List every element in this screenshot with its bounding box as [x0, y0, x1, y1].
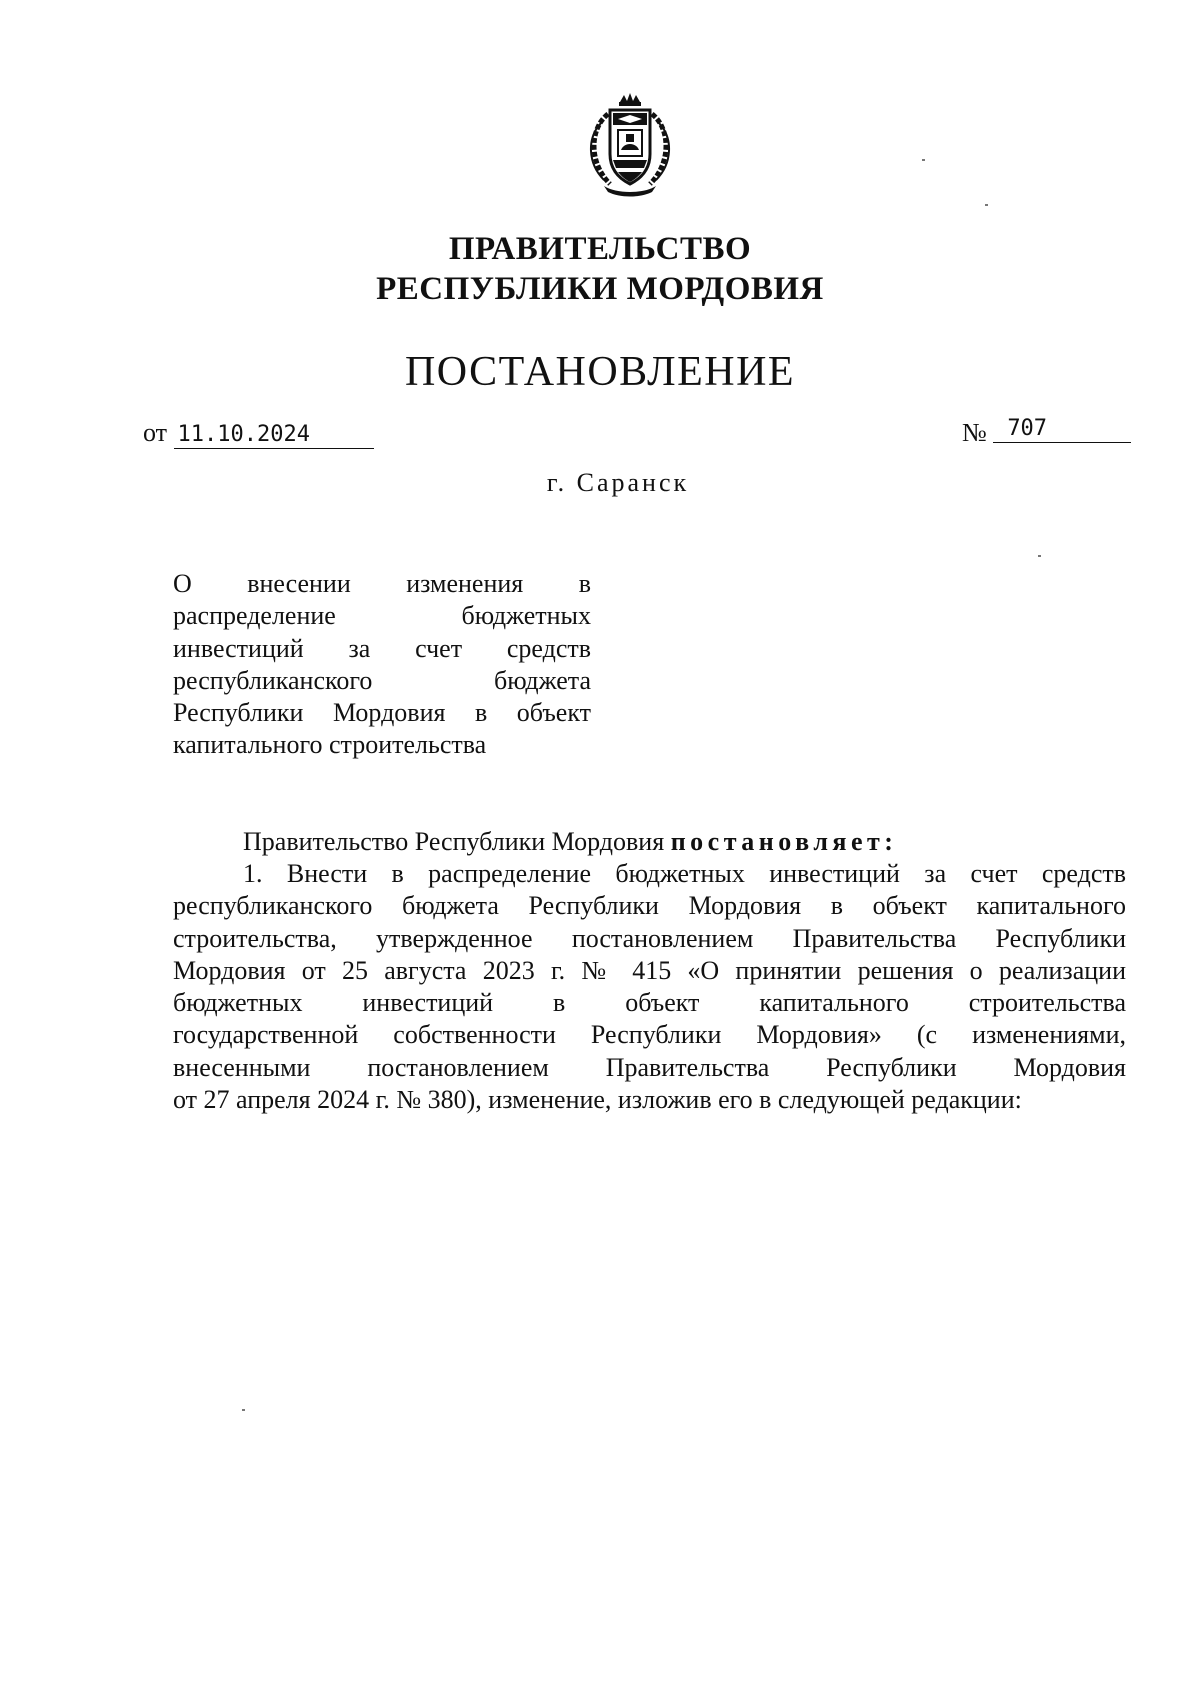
city-name: г. Саранск	[546, 468, 690, 497]
resolution-preamble	[243, 826, 897, 858]
scan-speck	[985, 204, 988, 206]
scan-speck	[1038, 555, 1041, 557]
body-line: республиканского бюджета Республики Мордовия в объект капитального	[173, 891, 1126, 921]
body-line: от 27 апреля 2024 г. № 380), изменение, изложив его в следующей редакции:	[173, 1085, 1022, 1115]
body-line: Мордовия от 25 августа 2023 г. № 415 «О принятии решения о реализации	[173, 955, 1126, 985]
subject-line: республиканского бюджета	[173, 665, 591, 695]
preamble-emphasis: постановляет:	[670, 827, 898, 856]
number-prefix: №	[962, 418, 987, 447]
document-subject	[173, 568, 591, 762]
document-number	[962, 416, 1131, 448]
date-prefix: от	[143, 418, 168, 447]
body-line: строительства, утвержденное постановлением Правительства Республики	[173, 923, 1126, 953]
subject-line: О внесении изменения в	[173, 569, 591, 598]
resolution-body	[173, 858, 1126, 1116]
body-line: 1. Внести в распределение бюджетных инвестиций за счет средств	[243, 859, 1126, 888]
number-value: 707	[993, 416, 1131, 443]
body-line: государственной собственности Республики Мордовия» (с изменениями,	[173, 1020, 1126, 1050]
organization-name-line1: ПРАВИТЕЛЬСТВО	[448, 231, 752, 267]
subject-line: инвестиций за счет средств	[173, 633, 591, 663]
body-line: бюджетных инвестиций в объект капитального строительства	[173, 988, 1126, 1018]
coat-of-arms-icon	[580, 92, 680, 200]
date-value: 11.10.2024	[174, 422, 374, 449]
preamble-text: Правительство Республики Мордовия	[243, 827, 671, 856]
organization-name-line2: РЕСПУБЛИКИ МОРДОВИЯ	[376, 271, 824, 307]
subject-line: Республики Мордовия в объект	[173, 698, 591, 728]
subject-line: распределение бюджетных	[173, 601, 591, 631]
scan-speck	[242, 1409, 245, 1411]
document-date	[143, 418, 374, 449]
body-line: внесенными постановлением Правительства Республики Мордовия	[173, 1052, 1126, 1082]
document-type-title: ПОСТАНОВЛЕНИЕ	[404, 349, 796, 395]
scan-speck	[922, 159, 925, 161]
subject-line: капитального строительства	[173, 730, 487, 760]
